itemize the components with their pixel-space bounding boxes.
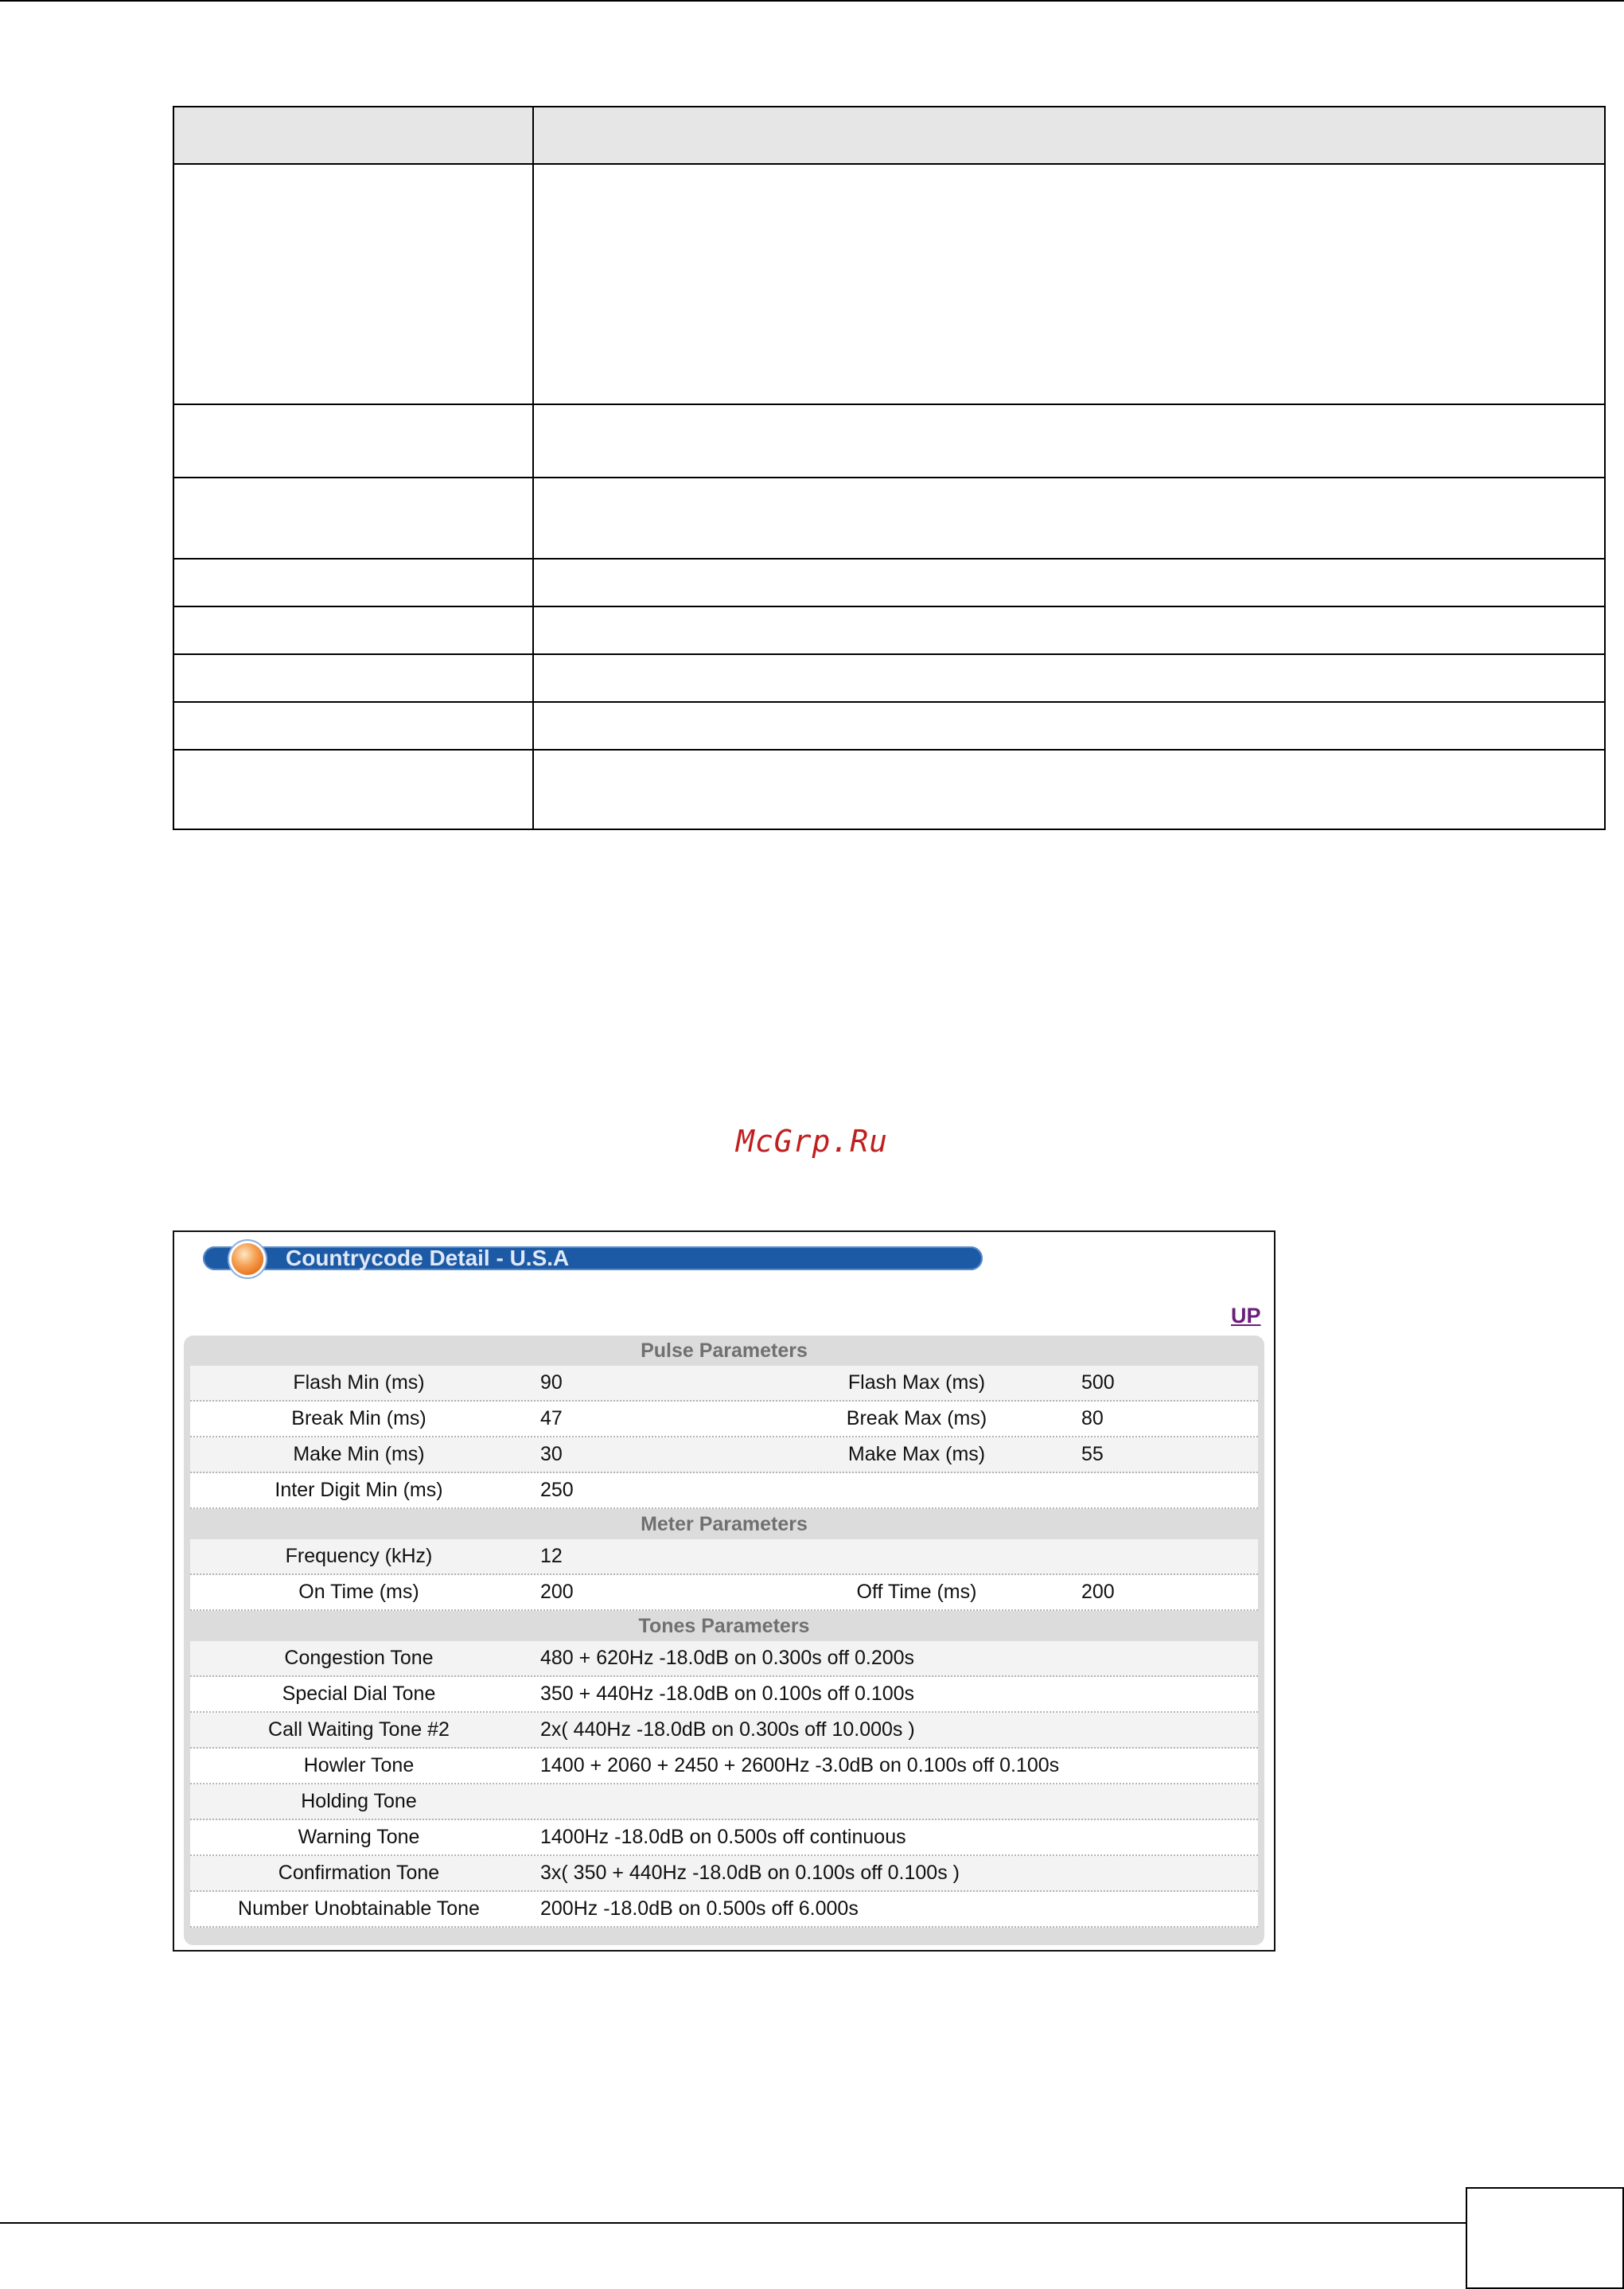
table-row [190,1892,1258,1928]
table-row [173,702,1605,750]
footer-rule [0,2222,1466,2224]
section-heading-tones: Tones Parameters [638,1614,810,1637]
table-row [190,1749,1258,1784]
param-value: 250 [540,1479,574,1501]
description-table [173,106,1606,830]
table-row [190,1677,1258,1713]
param-label: Flash Min (ms) [293,1371,425,1394]
table-cell [173,478,533,559]
param-value: 200 [1081,1581,1115,1603]
param-label: Break Max (ms) [846,1407,987,1429]
param-value: 350 + 440Hz -18.0dB on 0.100s off 0.100s [540,1683,915,1705]
param-value: 80 [1081,1407,1104,1429]
table-cell [173,404,533,478]
param-label: On Time (ms) [298,1581,419,1603]
table-cell [533,478,1605,559]
table-cell [173,702,533,750]
param-label: Congestion Tone [284,1647,434,1669]
param-value: 3x( 350 + 440Hz -18.0dB on 0.100s off 0.100s ) [540,1862,960,1884]
table-row [173,750,1605,829]
orb-icon [232,1243,263,1275]
param-value: 12 [540,1545,563,1567]
parameters-list [190,1336,1258,1928]
table-row [173,404,1605,478]
param-value: 200Hz -18.0dB on 0.500s off 6.000s [540,1897,859,1920]
param-value: 500 [1081,1371,1115,1394]
param-value: 47 [540,1407,563,1429]
table-cell [173,559,533,606]
table-row [190,1366,1258,1402]
table-header-row [173,107,1605,164]
param-value: 90 [540,1371,563,1394]
page-number-box [1466,2187,1624,2289]
table-cell [173,750,533,829]
table-cell [533,750,1605,829]
param-label: Warning Tone [298,1826,420,1848]
parameters-panel [184,1336,1264,1945]
param-value: 30 [540,1443,563,1465]
param-value: 1400Hz -18.0dB on 0.500s off continuous [540,1826,906,1848]
param-value: 480 + 620Hz -18.0dB on 0.300s off 0.200s [540,1647,915,1669]
param-label: Confirmation Tone [278,1862,440,1884]
table-cell [533,164,1605,404]
table-row [173,606,1605,654]
table-row [173,478,1605,559]
param-value: 55 [1081,1443,1104,1465]
param-label: Make Max (ms) [847,1443,986,1465]
table-row [190,1539,1258,1575]
table-row [190,1641,1258,1677]
section-heading-pulse: Pulse Parameters [641,1339,808,1362]
table-row [173,654,1605,702]
param-label: Off Time (ms) [856,1581,977,1603]
param-value: 200 [540,1581,574,1603]
param-label: Special Dial Tone [282,1683,436,1705]
watermark-text: McGrp.Ru [735,1124,889,1159]
table-cell [533,404,1605,478]
table-cell [533,654,1605,702]
table-row [190,1784,1258,1820]
title-bar [203,1246,983,1270]
table-row [173,559,1605,606]
param-label: Break Min (ms) [291,1407,426,1429]
param-label: Make Min (ms) [293,1443,425,1465]
screenshot-frame [173,1230,1275,1952]
param-label: Flash Max (ms) [847,1371,986,1394]
table-row [190,1473,1258,1509]
param-label: Inter Digit Min (ms) [275,1479,443,1501]
param-value: 2x( 440Hz -18.0dB on 0.300s off 10.000s ) [540,1718,915,1741]
table-row [190,1402,1258,1437]
table-header-cell [533,107,1605,164]
section-heading-meter: Meter Parameters [641,1512,808,1535]
param-value: 1400 + 2060 + 2450 + 2600Hz -3.0dB on 0.100s off 0.100s [540,1754,1060,1776]
table-cell [533,606,1605,654]
up-link[interactable]: UP [1231,1304,1261,1328]
table-row [173,164,1605,404]
param-label: Number Unobtainable Tone [238,1897,480,1920]
top-rule [0,0,1624,2]
table-row [190,1713,1258,1749]
table-cell [173,164,533,404]
param-label: Holding Tone [301,1790,417,1812]
table-cell [173,606,533,654]
table-row [190,1575,1258,1611]
table-header-cell [173,107,533,164]
table-row [190,1856,1258,1892]
param-label: Frequency (kHz) [285,1545,433,1567]
table-row [190,1820,1258,1856]
table-cell [533,702,1605,750]
table-row [190,1437,1258,1473]
table-cell [533,559,1605,606]
table-cell [173,654,533,702]
page-title: Countrycode Detail - U.S.A [286,1246,570,1270]
param-label: Howler Tone [303,1754,415,1776]
param-label: Call Waiting Tone #2 [268,1718,450,1741]
